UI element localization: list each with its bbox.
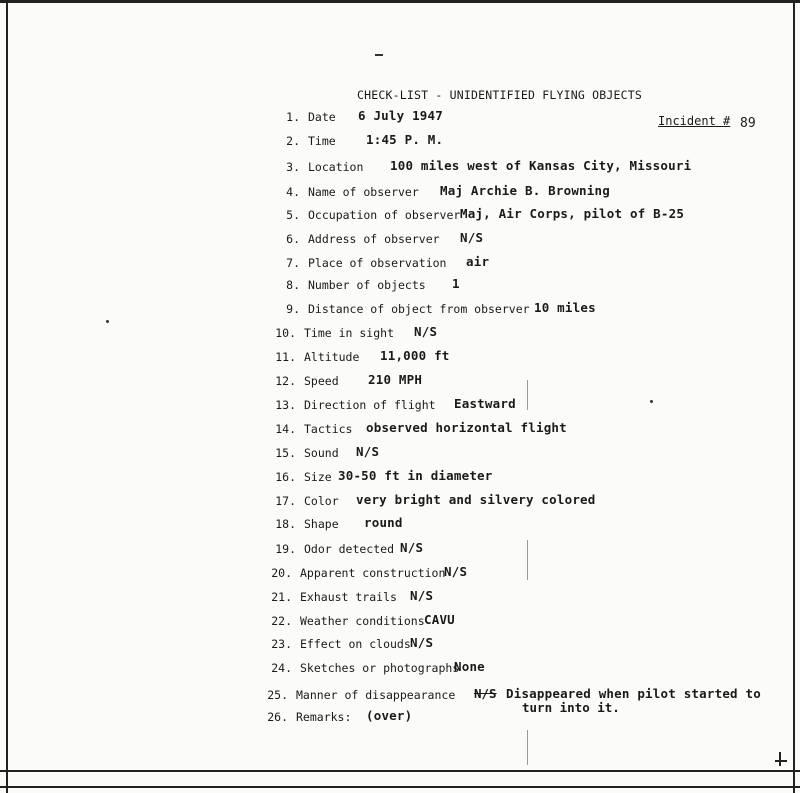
item-number: 14. [275, 422, 296, 436]
item-label: Direction of flight [304, 398, 436, 412]
item-number: 23. [271, 637, 292, 651]
item-value: N/S [460, 230, 484, 245]
item-label: Odor detected [304, 542, 395, 556]
item-number: 7. [286, 256, 300, 270]
item-number: 15. [275, 446, 296, 460]
item-label: Address of observer [308, 232, 440, 246]
item-label: Weather conditions [300, 614, 425, 628]
item-label: Sound [304, 446, 339, 460]
crop-mark [775, 760, 787, 762]
item-value: Eastward [454, 396, 516, 411]
scan-border-bottom-outer [0, 786, 800, 788]
item-number: 3. [286, 160, 300, 174]
item-value: N/S [414, 324, 438, 339]
crop-mark [779, 752, 781, 766]
item-value: 210 MPH [368, 372, 423, 387]
hole-punch-mark [375, 54, 383, 56]
item-value: N/S [410, 635, 434, 650]
item-label: Speed [304, 374, 339, 388]
item-number: 25. [267, 688, 288, 702]
struck-out-value: N/S [474, 686, 497, 701]
item-value: air [466, 254, 490, 269]
item-label: Location [308, 160, 364, 174]
item-value: N/S [400, 540, 424, 555]
item-label: Name of observer [308, 185, 419, 199]
scan-speck [106, 320, 109, 323]
item-value: N/S [356, 444, 380, 459]
item-value: N/S [444, 564, 468, 579]
item-label: Date [308, 110, 336, 124]
scan-artifact [527, 730, 528, 765]
item-number: 2. [286, 134, 300, 148]
scan-border-left [6, 0, 8, 793]
item-number: 22. [271, 614, 292, 628]
item-label: Time in sight [304, 326, 395, 340]
item-value: (over) [366, 708, 413, 723]
item-number: 20. [271, 566, 292, 580]
item-value: very bright and silvery colored [356, 492, 596, 507]
item-value: 1 [452, 276, 460, 291]
item-value: Maj Archie B. Browning [440, 183, 610, 198]
item-number: 24. [271, 661, 292, 675]
item-label: Remarks: [296, 710, 352, 724]
item-value: CAVU [424, 612, 455, 627]
item-number: 26. [267, 710, 288, 724]
item-label: Place of observation [308, 256, 447, 270]
item-value-continued: turn into it. [522, 700, 620, 715]
item-value: 6 July 1947 [358, 108, 443, 123]
item-number: 5. [286, 208, 300, 222]
item-label: Color [304, 494, 339, 508]
scan-speck [650, 400, 653, 403]
item-number: 10. [275, 326, 296, 340]
item-label: Tactics [304, 422, 353, 436]
item-number: 21. [271, 590, 292, 604]
item-value: 1:45 P. M. [366, 132, 444, 147]
item-label: Time [308, 134, 336, 148]
item-number: 1. [286, 110, 300, 124]
item-value: 11,000 ft [380, 348, 450, 363]
item-number: 8. [286, 278, 300, 292]
item-value: Maj, Air Corps, pilot of B-25 [460, 206, 685, 221]
incident-number [658, 114, 756, 131]
scan-border-bottom [0, 770, 800, 772]
incident-label: Incident # [658, 114, 731, 128]
incident-value: 89 [740, 116, 756, 131]
item-value: round [364, 515, 403, 530]
item-value: Disappeared when pilot started to [506, 686, 761, 701]
item-number: 19. [275, 542, 296, 556]
item-value: observed horizontal flight [366, 420, 567, 435]
item-label: Size [304, 470, 332, 484]
item-number: 17. [275, 494, 296, 508]
scan-artifact [527, 540, 528, 580]
item-label: Sketches or photographs [300, 661, 460, 675]
item-value: None [454, 659, 485, 674]
item-value: 30-50 ft in diameter [338, 468, 493, 483]
item-label: Shape [304, 517, 339, 531]
scan-border-right [793, 0, 795, 793]
item-number: 13. [275, 398, 296, 412]
item-label: Occupation of observer [308, 208, 461, 222]
item-label: Apparent construction [300, 566, 446, 580]
item-value: N/S [410, 588, 434, 603]
item-number: 18. [275, 517, 296, 531]
page-title: CHECK-LIST - UNIDENTIFIED FLYING OBJECTS [357, 88, 642, 102]
item-value: 100 miles west of Kansas City, Missouri [390, 158, 692, 173]
item-label: Altitude [304, 350, 360, 364]
item-number: 16. [275, 470, 296, 484]
scan-border-top [0, 0, 800, 3]
item-number: 4. [286, 185, 300, 199]
item-value: 10 miles [534, 300, 596, 315]
item-label: Manner of disappearance [296, 688, 456, 702]
scan-artifact [527, 380, 528, 410]
item-number: 12. [275, 374, 296, 388]
item-label: Distance of object from observer [308, 302, 530, 316]
item-label: Effect on clouds [300, 637, 411, 651]
item-label: Number of objects [308, 278, 426, 292]
item-number: 11. [275, 350, 296, 364]
item-number: 9. [286, 302, 300, 316]
item-label: Exhaust trails [300, 590, 397, 604]
item-number: 6. [286, 232, 300, 246]
